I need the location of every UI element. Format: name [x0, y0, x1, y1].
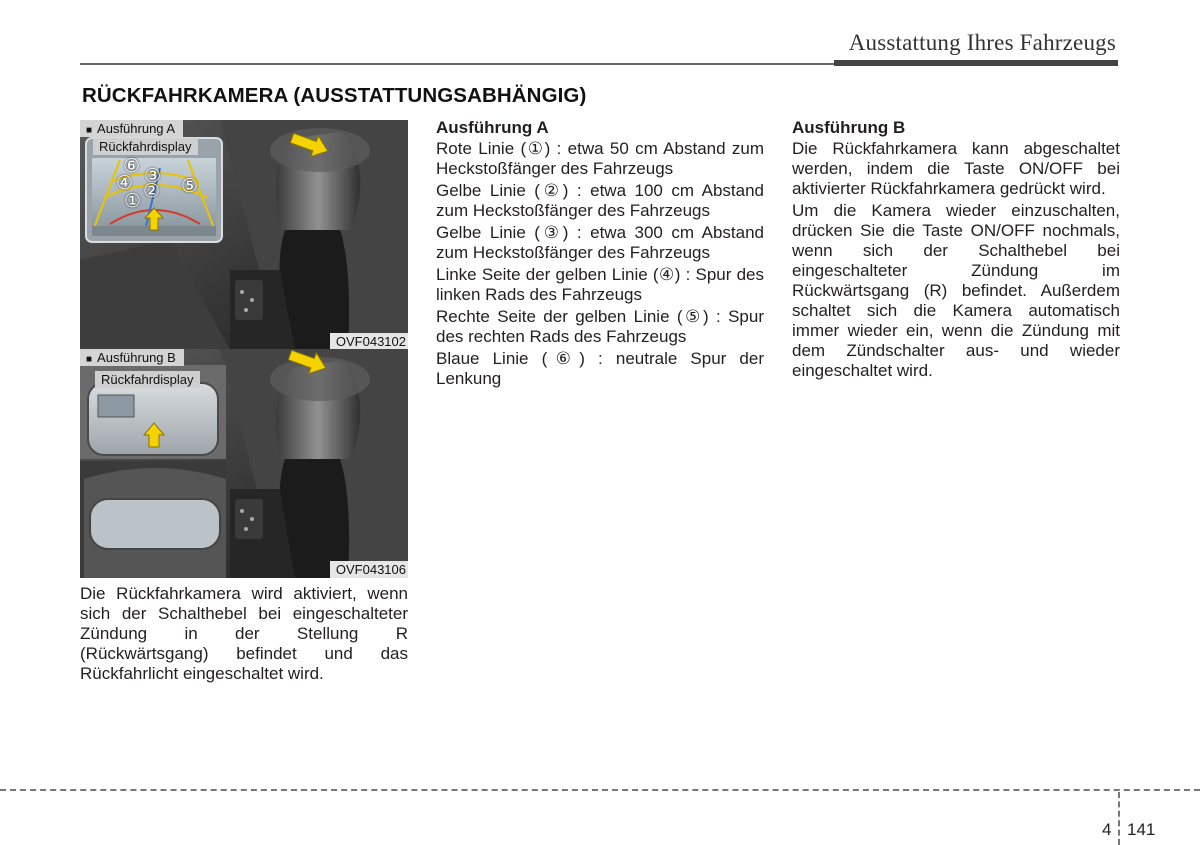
square-bullet-icon: ■: [86, 125, 93, 136]
footer-page-separator: [1118, 792, 1120, 845]
header-divider-accent: [834, 60, 1118, 66]
figure-a-display-label: Rückfahrdisplay: [93, 138, 198, 155]
figure-version-b: [80, 349, 408, 578]
column-a-heading: Ausführung A: [436, 118, 549, 137]
column-version-a: [436, 118, 764, 391]
figure-b-tag: ■ Ausführung B: [80, 349, 184, 366]
marker-4: ④: [116, 173, 134, 194]
marker-5: ⑤: [181, 176, 199, 197]
figure-a-tag: ■ Ausführung A: [80, 120, 183, 137]
page-number: 141: [1127, 820, 1156, 839]
line-legend-yellow-300: Gelbe Linie (③) : etwa 300 cm Abstand zum Heckstoßfänger des Fahrzeugs: [436, 223, 764, 262]
line-legend-left-wheel: Linke Seite der gelben Linie (④) : Spur des linken Rads des Fahrzeugs: [436, 265, 764, 304]
chapter-title: Ausstattung Ihres Fahrzeugs: [848, 30, 1116, 55]
section-title: RÜCKFAHRKAMERA (AUSSTATTUNGSABHÄNGIG): [82, 84, 587, 107]
line-legend-red: Rote Linie (①) : etwa 50 cm Abstand zum Heckstoßfänger des Fahrzeugs: [436, 139, 764, 178]
chapter-number: 4: [1102, 820, 1112, 839]
figure-b-display-label: Rückfahrdisplay: [95, 371, 200, 388]
line-legend-yellow-100: Gelbe Linie (②) : etwa 100 cm Abstand zum Heckstoßfänger des Fahrzeugs: [436, 181, 764, 220]
marker-1: ①: [124, 191, 142, 212]
column-b-paragraph-2: Um die Kamera wieder einzuschalten, drücken Sie die Taste ON/OFF nochmals, wenn sich der Schalthebel bei eingeschalteter Zündung im Rückwärtsgang (R) befindet. Außerdem schaltet sich die Kamera automatisch immer wieder ein, wenn die Zündung mit dem Zündschalter aus- und wieder eingeschaltet wird.: [792, 201, 1120, 380]
marker-2: ②: [143, 181, 161, 202]
marker-3: ③: [144, 166, 162, 187]
figure-caption: Die Rückfahrkamera wird aktiviert, wenn sich der Schalthebel bei eingeschalteter Zündung in der Stellung R (Rückwärtsgang) befindet und das Rückfahrlicht eingeschaltet wird.: [80, 584, 408, 683]
square-bullet-icon: ■: [86, 354, 93, 365]
line-legend-blue: Blaue Linie (⑥) : neutrale Spur der Lenkung: [436, 349, 764, 388]
figure-a-code: OVF043102: [330, 333, 408, 350]
column-b-heading: Ausführung B: [792, 118, 906, 137]
column-version-b: [792, 118, 1120, 383]
footer-divider: [0, 789, 1200, 791]
line-legend-right-wheel: Rechte Seite der gelben Linie (⑤) : Spur des rechten Rads des Fahrzeugs: [436, 307, 764, 346]
figure-version-a: [80, 120, 408, 350]
column-b-paragraph-1: Die Rückfahrkamera kann abgeschaltet werden, indem die Taste ON/OFF bei aktivierter Rückfahrkamera gedrückt wird.: [792, 139, 1120, 198]
figure-b-code: OVF043106: [330, 561, 408, 578]
marker-6: ⑥: [123, 156, 141, 177]
